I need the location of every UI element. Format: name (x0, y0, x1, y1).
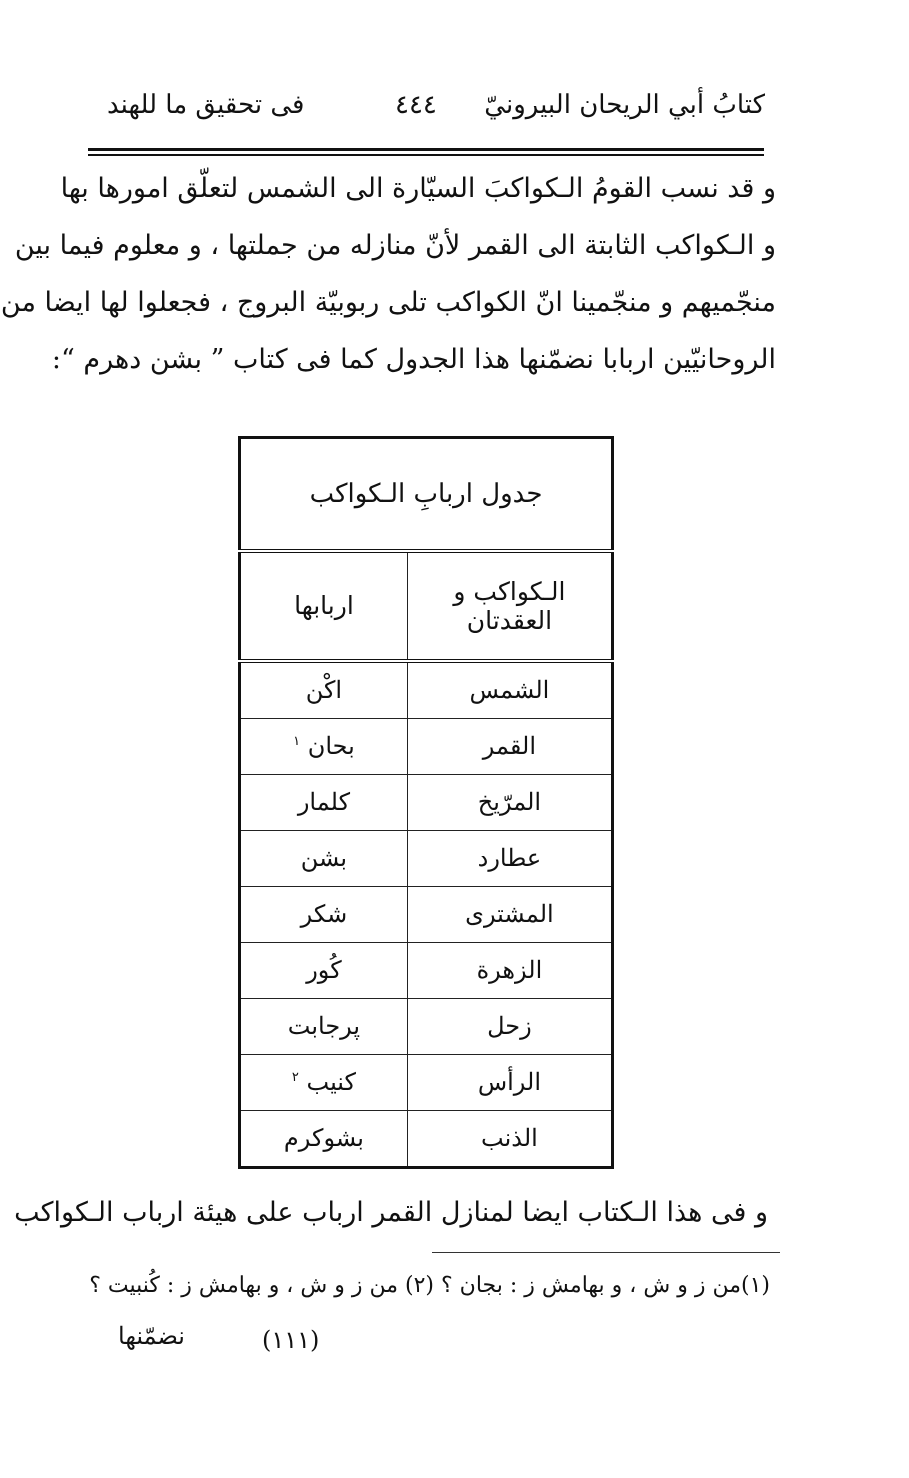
lord-cell (240, 718, 408, 774)
signature-mark: (١١١) (262, 1326, 320, 1354)
lord-name: بحان (307, 732, 355, 761)
planet-cell: الرأس (407, 1054, 612, 1110)
table-row (240, 1054, 613, 1110)
catchword: نضمّنها (118, 1322, 185, 1350)
table-row (240, 1110, 613, 1167)
running-header (95, 90, 765, 140)
header-rule-thin (88, 154, 764, 156)
lord-cell (240, 661, 408, 719)
paragraph-line: منجّميهم و منجّمينا انّ الكواكب تلى ربوبيّة البروج ، فجعلوا لها ايضا من (0, 287, 776, 318)
paragraph-line: الروحانيّين اربابا نضمّنها هذا الجدول كما فى كتاب ” بشن دهرم “: (51, 344, 776, 375)
header-book-title: كتابُ أبي الريحان البيرونيّ (484, 90, 765, 120)
table-row (240, 998, 613, 1054)
table-row (240, 886, 613, 942)
footnote-rule (432, 1252, 780, 1253)
lord-cell (240, 830, 408, 886)
lord-name: بشن (300, 844, 348, 873)
lord-name: كنيب (306, 1068, 356, 1097)
header-rule-thick (88, 148, 764, 151)
table-row (240, 661, 613, 719)
lord-cell (240, 1054, 408, 1110)
table-row (240, 830, 613, 886)
footnote-marker: ٢ (291, 1070, 299, 1086)
footnote-marker: ١ (293, 734, 301, 750)
paragraph-line: و الـكواكب الثابتة الى القمر لأنّ منازله من جملتها ، و معلوم فيما بين (14, 230, 776, 261)
paragraph (0, 160, 776, 388)
lord-cell (240, 886, 408, 942)
table-title: جدول اربابِ الـكواكب (240, 438, 613, 552)
table-row (240, 718, 613, 774)
planet-cell: زحل (407, 998, 612, 1054)
lord-cell (240, 1110, 408, 1167)
lord-name: كُور (306, 956, 342, 985)
planet-cell: الشمس (407, 661, 612, 719)
lord-name: اكْن (305, 676, 343, 705)
paragraph-line: و قد نسب القومُ الـكواكبَ السيّارة الى الشمس لتعلّق امورها بها (60, 173, 776, 204)
continuation-line: و فى هذا الـكتاب ايضا لمنازل القمر ارباب على هيئة ارباب الـكواكب (14, 1197, 768, 1228)
lord-cell (240, 998, 408, 1054)
header-book-subtitle: فى تحقيق ما للهند (107, 90, 305, 120)
column-header-lords: اربابها (240, 551, 408, 661)
table-row (240, 942, 613, 998)
table-row (240, 774, 613, 830)
planet-cell: المرّيخ (407, 774, 612, 830)
footnote: (١)من ز و ش ، و بهامش ز : بجان ؟ (٢) من ز و ش ، و بهامش ز : كُنبيت ؟ (89, 1273, 770, 1298)
planet-cell: الذنب (407, 1110, 612, 1167)
planet-cell: عطارد (407, 830, 612, 886)
lord-name: كلمار (297, 788, 350, 817)
planet-cell: المشترى (407, 886, 612, 942)
lord-name: پرجابت (287, 1012, 361, 1041)
header-page-number: ٤٤٤ (395, 90, 437, 120)
planet-lords-table (238, 436, 614, 1169)
lord-name: بشوكرم (283, 1124, 364, 1153)
planet-cell: القمر (407, 718, 612, 774)
lord-cell (240, 774, 408, 830)
column-header-planets: الـكواكب و العقدتان (407, 551, 612, 661)
lord-name: شكر (300, 900, 348, 929)
planet-cell: الزهرة (407, 942, 612, 998)
lord-cell (240, 942, 408, 998)
